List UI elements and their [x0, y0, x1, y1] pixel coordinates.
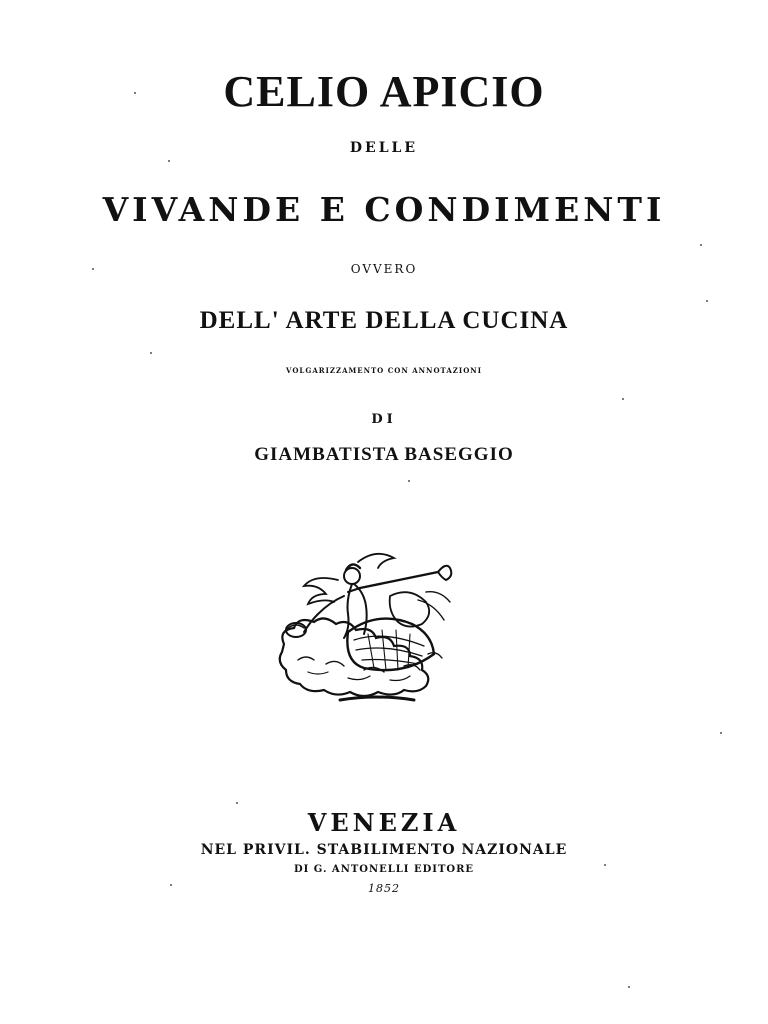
imprint-city: VENEZIA — [307, 808, 461, 837]
scan-speck — [92, 268, 94, 270]
connector-delle: DELLE — [349, 140, 419, 156]
book-subject: VIVANDE E CONDIMENTI — [102, 190, 666, 229]
imprint-editor: DI G. ANTONELLI EDITORE — [293, 864, 475, 875]
scan-speck — [150, 352, 152, 354]
book-subtitle: DELL' ARTE DELLA CUCINA — [199, 307, 569, 334]
connector-di: DI — [371, 412, 397, 427]
scan-speck — [628, 986, 630, 988]
author-name: GIAMBATISTA BASEGGIO — [254, 444, 514, 465]
scan-speck — [700, 244, 702, 246]
scan-speck — [168, 160, 170, 162]
imprint-press: NEL PRIVIL. STABILIMENTO NAZIONALE — [200, 842, 568, 858]
scan-speck — [604, 864, 606, 866]
scan-speck — [170, 884, 172, 886]
scan-speck — [134, 92, 136, 94]
connector-ovvero: OVVERO — [350, 262, 418, 276]
scan-speck — [622, 398, 624, 400]
translation-note: VOLGARIZZAMENTO CON ANNOTAZIONI — [286, 366, 482, 375]
trumpeting-angel-vignette-icon — [278, 552, 472, 704]
scan-speck — [408, 480, 410, 482]
scan-speck — [706, 300, 708, 302]
book-title: CELIO APICIO — [223, 67, 545, 116]
scan-speck — [236, 802, 238, 804]
scan-speck — [720, 732, 722, 734]
imprint-year: 1852 — [368, 882, 400, 895]
